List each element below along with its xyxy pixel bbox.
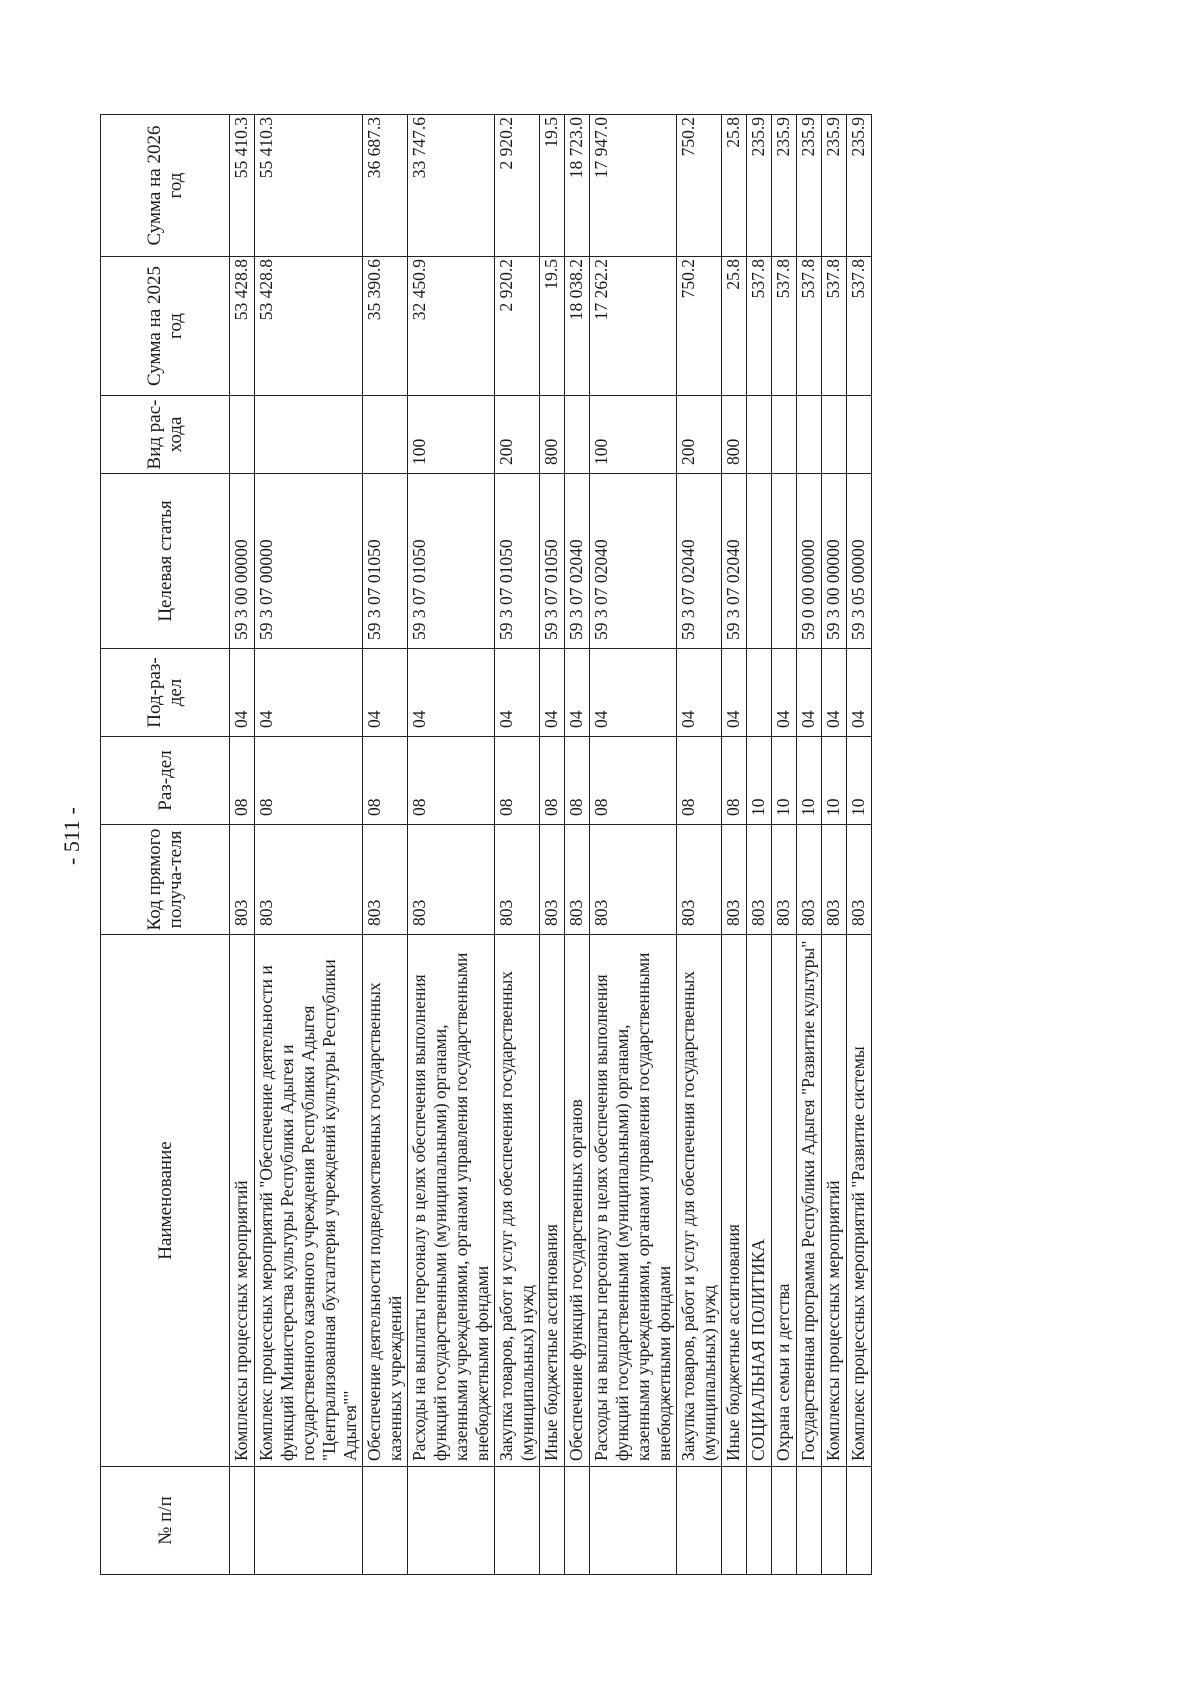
- header-section: Раз-дел: [101, 737, 230, 825]
- cell-expense: [822, 396, 847, 474]
- cell-no: [772, 1467, 797, 1575]
- cell-sum-2025: 35 390.6: [363, 257, 408, 396]
- cell-expense: 200: [495, 396, 540, 474]
- cell-subsection: 04: [772, 649, 797, 737]
- header-subsection: Под-раз-дел: [101, 649, 230, 737]
- cell-sum-2025: 537.8: [847, 257, 872, 396]
- cell-no: [363, 1467, 408, 1575]
- cell-target: [747, 474, 772, 649]
- table-body: [230, 115, 872, 1575]
- cell-expense: [797, 396, 822, 474]
- cell-no: [847, 1467, 872, 1575]
- cell-sum-2025: 2 920.2: [495, 257, 540, 396]
- cell-sum-2025: 537.8: [772, 257, 797, 396]
- table-row: [495, 115, 540, 1575]
- cell-code: 803: [363, 825, 408, 935]
- table-row: [677, 115, 722, 1575]
- cell-name: Расходы на выплаты персоналу в целях обеспечения выполнения функций государственными (муниципальными) органами, казенными учреждениями, органами управления государственными внебюджетными фондами: [408, 935, 495, 1467]
- cell-expense: 800: [540, 396, 565, 474]
- cell-sum-2025: 537.8: [747, 257, 772, 396]
- cell-code: 803: [590, 825, 677, 935]
- cell-section: 08: [590, 737, 677, 825]
- cell-name: Охрана семьи и детства: [772, 935, 797, 1467]
- header-expense: Вид рас-хода: [101, 396, 230, 474]
- cell-subsection: 04: [590, 649, 677, 737]
- cell-subsection: 04: [565, 649, 590, 737]
- cell-expense: [565, 396, 590, 474]
- cell-section: 08: [495, 737, 540, 825]
- budget-table: [100, 114, 872, 1575]
- table-row: [363, 115, 408, 1575]
- cell-sum-2026: 19.5: [540, 115, 565, 257]
- table-row: [565, 115, 590, 1575]
- cell-section: 08: [677, 737, 722, 825]
- cell-target: 59 3 07 02040: [677, 474, 722, 649]
- table-row: [722, 115, 747, 1575]
- cell-no: [408, 1467, 495, 1575]
- header-no: № п/п: [101, 1467, 230, 1575]
- cell-section: 10: [797, 737, 822, 825]
- cell-subsection: 04: [495, 649, 540, 737]
- cell-subsection: 04: [722, 649, 747, 737]
- cell-section: 08: [565, 737, 590, 825]
- cell-expense: 200: [677, 396, 722, 474]
- cell-expense: [230, 396, 255, 474]
- cell-no: [540, 1467, 565, 1575]
- table-row: [747, 115, 772, 1575]
- page-number: - 511 -: [59, 807, 84, 865]
- cell-code: 803: [797, 825, 822, 935]
- table-row: [230, 115, 255, 1575]
- cell-target: 59 3 07 02040: [565, 474, 590, 649]
- cell-target: 59 3 05 00000: [847, 474, 872, 649]
- cell-no: [797, 1467, 822, 1575]
- cell-sum-2025: 537.8: [797, 257, 822, 396]
- table-row: [590, 115, 677, 1575]
- cell-section: 08: [230, 737, 255, 825]
- cell-sum-2026: 55 410.3: [255, 115, 363, 257]
- cell-expense: 100: [590, 396, 677, 474]
- cell-name: Закупка товаров, работ и услуг для обеспечения государственных (муниципальных) нужд: [495, 935, 540, 1467]
- cell-no: [722, 1467, 747, 1575]
- cell-subsection: [747, 649, 772, 737]
- cell-code: 803: [722, 825, 747, 935]
- cell-subsection: 04: [797, 649, 822, 737]
- cell-name: Комплексы процессных мероприятий: [822, 935, 847, 1467]
- cell-sum-2026: 235.9: [747, 115, 772, 257]
- cell-name: Обеспечение деятельности подведомственных государственных казенных учреждений: [363, 935, 408, 1467]
- cell-code: 803: [255, 825, 363, 935]
- cell-expense: [747, 396, 772, 474]
- header-sum-2025: Сумма на 2025 год: [101, 257, 230, 396]
- cell-code: 803: [822, 825, 847, 935]
- cell-no: [230, 1467, 255, 1575]
- cell-code: 803: [540, 825, 565, 935]
- cell-name: Закупка товаров, работ и услуг для обеспечения государственных (муниципальных) нужд: [677, 935, 722, 1467]
- cell-name: Иные бюджетные ассигнования: [540, 935, 565, 1467]
- cell-name: СОЦИАЛЬНАЯ ПОЛИТИКА: [747, 935, 772, 1467]
- header-name: Наименование: [101, 935, 230, 1467]
- cell-code: 803: [408, 825, 495, 935]
- cell-name: Государственная программа Республики Адыгея "Развитие культуры": [797, 935, 822, 1467]
- cell-no: [565, 1467, 590, 1575]
- cell-name: Иные бюджетные ассигнования: [722, 935, 747, 1467]
- cell-section: 10: [822, 737, 847, 825]
- cell-no: [495, 1467, 540, 1575]
- cell-section: 08: [540, 737, 565, 825]
- cell-section: 08: [255, 737, 363, 825]
- cell-sum-2025: 53 428.8: [230, 257, 255, 396]
- cell-section: 08: [408, 737, 495, 825]
- cell-section: 08: [363, 737, 408, 825]
- cell-sum-2025: 25.8: [722, 257, 747, 396]
- cell-subsection: 04: [408, 649, 495, 737]
- cell-section: 10: [747, 737, 772, 825]
- table-row: [408, 115, 495, 1575]
- table-row: [822, 115, 847, 1575]
- cell-no: [822, 1467, 847, 1575]
- cell-subsection: 04: [822, 649, 847, 737]
- cell-name: Расходы на выплаты персоналу в целях обеспечения выполнения функций государственными (муниципальными) органами, казенными учреждениями, органами управления государственными внебюджетными фондами: [590, 935, 677, 1467]
- cell-no: [747, 1467, 772, 1575]
- cell-target: 59 3 07 00000: [255, 474, 363, 649]
- cell-sum-2026: 2 920.2: [495, 115, 540, 257]
- cell-target: 59 3 00 00000: [230, 474, 255, 649]
- cell-sum-2026: 235.9: [847, 115, 872, 257]
- rotated-table-wrapper: [100, 115, 1100, 1575]
- cell-no: [590, 1467, 677, 1575]
- table-row: [772, 115, 797, 1575]
- cell-target: 59 3 07 02040: [722, 474, 747, 649]
- cell-subsection: 04: [540, 649, 565, 737]
- cell-target: 59 3 07 01050: [363, 474, 408, 649]
- cell-code: 803: [565, 825, 590, 935]
- cell-sum-2026: 235.9: [797, 115, 822, 257]
- cell-sum-2026: 25.8: [722, 115, 747, 257]
- cell-sum-2025: 537.8: [822, 257, 847, 396]
- cell-target: 59 0 00 00000: [797, 474, 822, 649]
- cell-target: [772, 474, 797, 649]
- cell-subsection: 04: [363, 649, 408, 737]
- cell-expense: [363, 396, 408, 474]
- cell-sum-2026: 18 723.0: [565, 115, 590, 257]
- cell-sum-2025: 17 262.2: [590, 257, 677, 396]
- table-row: [797, 115, 822, 1575]
- cell-code: 803: [677, 825, 722, 935]
- cell-subsection: 04: [230, 649, 255, 737]
- cell-target: 59 3 07 01050: [408, 474, 495, 649]
- cell-name: Комплекс процессных мероприятий "Обеспечение деятельности и функций Министерства культуры Республики Адыгея и государственного казенного учреждения Республики Адыгея "Централизованная бухгалтерия учреждений культуры Республики Адыгея"": [255, 935, 363, 1467]
- header-sum-2026: Сумма на 2026 год: [101, 115, 230, 257]
- cell-code: 803: [747, 825, 772, 935]
- table-row: [255, 115, 363, 1575]
- table-row: [540, 115, 565, 1575]
- cell-subsection: 04: [847, 649, 872, 737]
- cell-code: 803: [772, 825, 797, 935]
- cell-target: 59 3 00 00000: [822, 474, 847, 649]
- cell-code: 803: [230, 825, 255, 935]
- cell-sum-2026: 750.2: [677, 115, 722, 257]
- cell-no: [255, 1467, 363, 1575]
- cell-section: 10: [772, 737, 797, 825]
- cell-target: 59 3 07 01050: [495, 474, 540, 649]
- cell-sum-2026: 55 410.3: [230, 115, 255, 257]
- cell-sum-2026: 33 747.6: [408, 115, 495, 257]
- cell-sum-2026: 235.9: [772, 115, 797, 257]
- header-target: Целевая статья: [101, 474, 230, 649]
- cell-expense: 800: [722, 396, 747, 474]
- cell-section: 08: [722, 737, 747, 825]
- cell-sum-2025: 18 038.2: [565, 257, 590, 396]
- cell-sum-2025: 32 450.9: [408, 257, 495, 396]
- table-header-row: [101, 115, 230, 1575]
- table-row: [847, 115, 872, 1575]
- cell-code: 803: [847, 825, 872, 935]
- cell-expense: [772, 396, 797, 474]
- cell-name: Комплекс процессных мероприятий "Развитие системы: [847, 935, 872, 1467]
- cell-expense: [255, 396, 363, 474]
- cell-no: [677, 1467, 722, 1575]
- cell-subsection: 04: [255, 649, 363, 737]
- cell-name: Обеспечение функций государственных органов: [565, 935, 590, 1467]
- cell-sum-2025: 53 428.8: [255, 257, 363, 396]
- cell-sum-2026: 235.9: [822, 115, 847, 257]
- cell-sum-2026: 36 687.3: [363, 115, 408, 257]
- cell-sum-2025: 750.2: [677, 257, 722, 396]
- header-code: Код прямого получа-теля: [101, 825, 230, 935]
- cell-sum-2025: 19.5: [540, 257, 565, 396]
- cell-subsection: 04: [677, 649, 722, 737]
- cell-expense: [847, 396, 872, 474]
- cell-target: 59 3 07 01050: [540, 474, 565, 649]
- cell-sum-2026: 17 947.0: [590, 115, 677, 257]
- cell-section: 10: [847, 737, 872, 825]
- cell-target: 59 3 07 02040: [590, 474, 677, 649]
- cell-name: Комплексы процессных мероприятий: [230, 935, 255, 1467]
- cell-expense: 100: [408, 396, 495, 474]
- cell-code: 803: [495, 825, 540, 935]
